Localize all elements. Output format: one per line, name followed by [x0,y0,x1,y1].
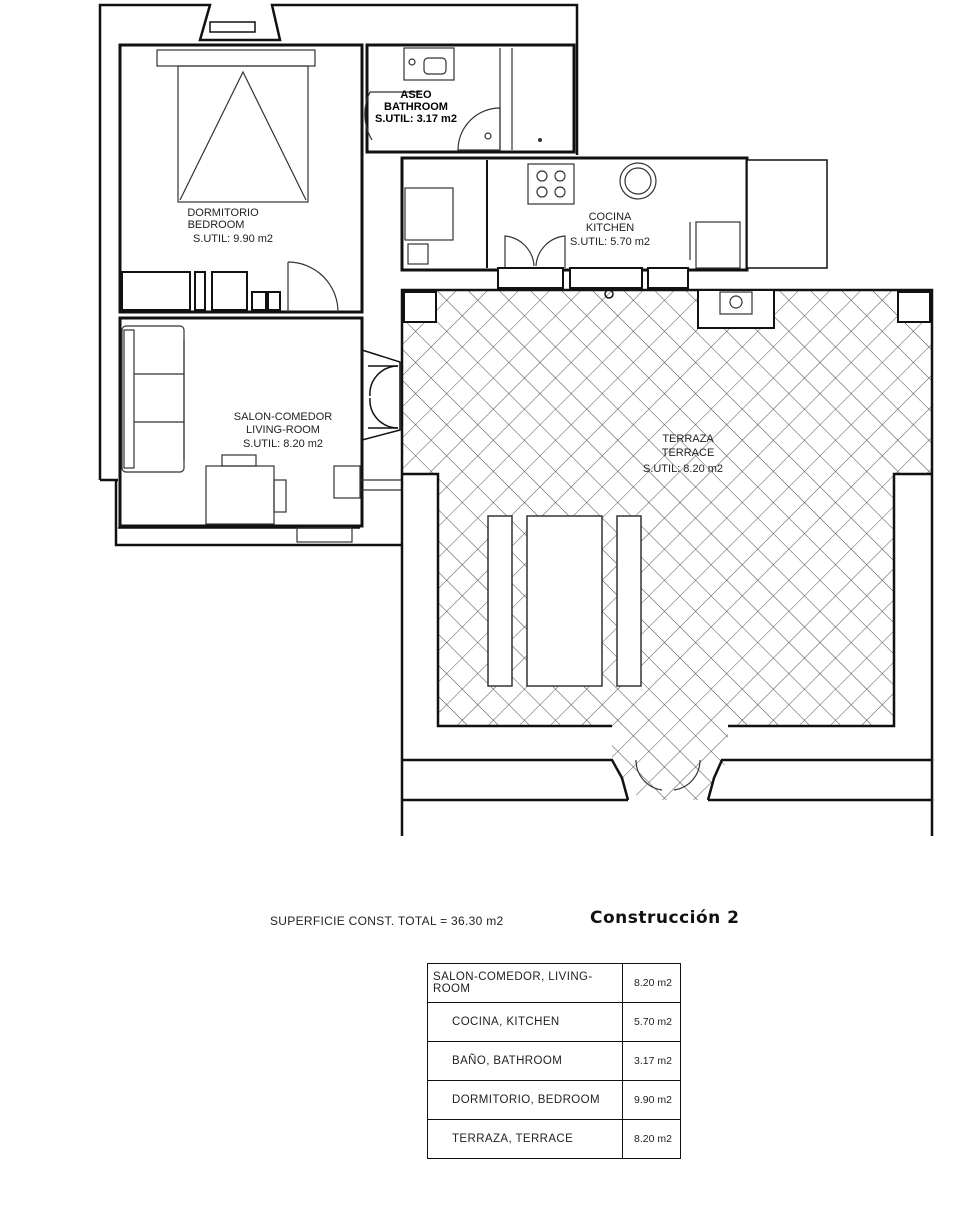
table-row [428,1120,681,1159]
area-table [427,963,681,1159]
kitchen-area: S.UTIL: 5.70 m2 [569,236,651,248]
kitchen-label-es: COCINA [588,211,632,223]
bathroom-room [365,45,574,152]
table-row [428,1003,681,1042]
bedroom-area: S.UTIL: 9.90 m2 [192,233,274,245]
terrace-label-es: TERRAZA [662,433,714,445]
kitchen-room [402,158,827,270]
room-name-cell: TERRAZA, TERRACE [428,1120,623,1159]
bathroom-area: S.UTIL: 3.17 m2 [375,113,457,125]
room-area-cell: 8.20 m2 [623,1120,681,1159]
living-area: S.UTIL: 8.20 m2 [242,438,324,450]
table-row [428,964,681,1003]
bedroom-label-es: DORMITORIO [187,207,259,219]
terrace [402,290,932,836]
table-row [428,1081,681,1120]
room-name-cell: COCINA, KITCHEN [428,1003,623,1042]
living-label-es: SALON-COMEDOR [233,411,333,423]
drain-icon [538,138,542,142]
room-name-cell: BAÑO, BATHROOM [428,1042,623,1081]
room-area-cell: 8.20 m2 [623,964,681,1003]
room-area-cell: 5.70 m2 [623,1003,681,1042]
total-area-label: SUPERFICIE CONST. TOTAL = 36.30 m2 [270,914,504,928]
living-label-en: LIVING-ROOM [246,424,320,436]
bathroom-label-es: ASEO [400,89,432,101]
table-row [428,1042,681,1081]
bedroom-label-en: BEDROOM [187,219,245,231]
terrace-table-icon [488,516,641,686]
living-door-icon [362,350,400,440]
bathroom-label-en: BATHROOM [384,101,448,113]
bedroom-room [120,45,362,312]
room-area-cell: 3.17 m2 [623,1042,681,1081]
room-area-cell: 9.90 m2 [623,1081,681,1120]
chimney [210,22,255,32]
room-name-cell: SALON-COMEDOR, LIVING-ROOM [428,964,623,1003]
room-name-cell: DORMITORIO, BEDROOM [428,1081,623,1120]
kitchen-label-en: KITCHEN [585,222,635,234]
terrace-area: S.UTIL: 8.20 m2 [642,463,724,475]
terrace-tiles [402,290,932,800]
kitchen-window [498,268,688,288]
construction-title: Construcción 2 [590,908,740,928]
living-room [116,318,402,545]
terrace-label-en: TERRACE [661,447,715,459]
